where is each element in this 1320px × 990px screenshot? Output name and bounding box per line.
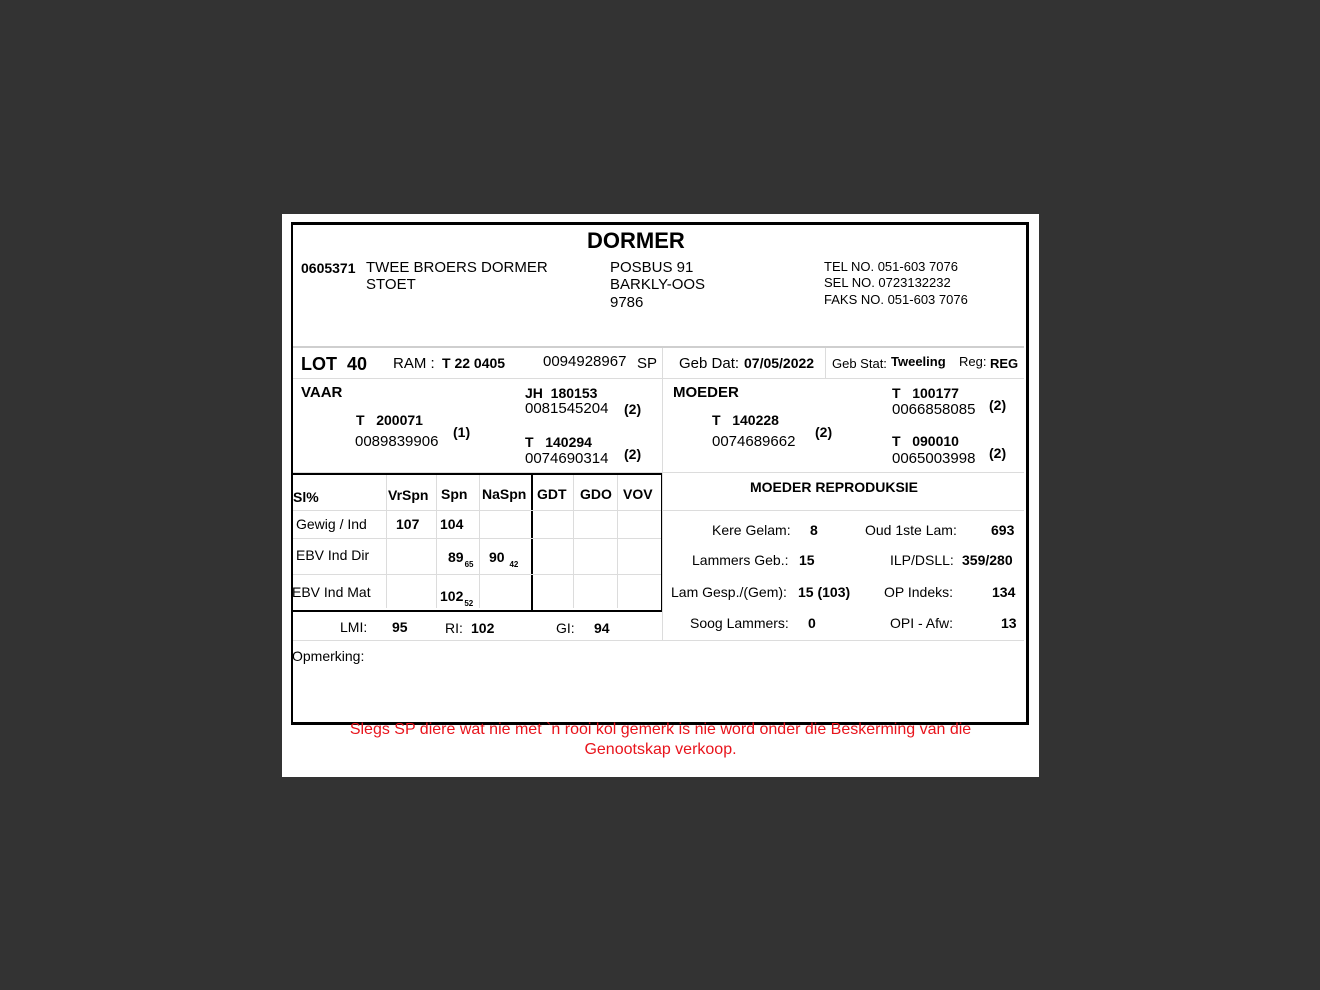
oud-label: Oud 1ste Lam:: [865, 522, 957, 538]
sire-id: T 200071: [356, 412, 423, 428]
sire-sire-code: (2): [624, 401, 642, 417]
opi-label: OPI - Afw:: [890, 615, 954, 631]
row-ebv-mat-label: EBV Ind Mat: [292, 584, 371, 600]
lam-gesp-value: 15 (103): [798, 584, 851, 600]
sel-number: SEL NO. 0723132232: [824, 275, 951, 290]
header-gdt: GDT: [537, 486, 567, 502]
row-gewig-vrspn: 107: [396, 516, 420, 532]
ebv-dir-spn-accuracy: 65: [464, 560, 474, 569]
ri-value: 102: [471, 620, 495, 636]
header-naspn: NaSpn: [482, 486, 527, 502]
reproduction-title: MOEDER REPRODUKSIE: [750, 479, 919, 495]
soog-label: Soog Lammers:: [690, 615, 789, 631]
breeder-name-1: TWEE BROERS DORMER: [366, 259, 548, 276]
gi-label: GI:: [556, 620, 575, 636]
sire-dam-id: T 140294: [525, 434, 592, 450]
opi-value: 13: [1001, 615, 1017, 631]
dam-dam-code: (2): [989, 445, 1007, 461]
geb-stat: Tweeling: [891, 354, 946, 369]
sp-status: SP: [637, 355, 658, 372]
dam-number: 0074689662: [712, 433, 796, 450]
ebv-dir-spn-value: 89: [448, 549, 464, 565]
geb-stat-label: Geb Stat:: [832, 356, 887, 371]
dam-id: T 140228: [712, 412, 779, 428]
breeder-number: 0605371: [301, 260, 356, 276]
footer-notice-line-2: Genootskap verkoop.: [584, 741, 737, 758]
dam-dam-id: T 090010: [892, 433, 959, 449]
row-ebv-mat-spn: [440, 588, 473, 608]
sire-dam-number: 0074690314: [525, 450, 609, 467]
ri-label: RI:: [445, 620, 463, 636]
lam-gesp-label: Lam Gesp./(Gem):: [671, 584, 787, 600]
row-gewig-label: Gewig / Ind: [296, 516, 367, 532]
geb-dat: 07/05/2022: [744, 355, 815, 371]
footer-notice-line-1: Slegs SP diere wat nie met `n rooi kol gemerk is nie word onder die Beskerming van die: [349, 721, 972, 738]
lammers-geb-value: 15: [799, 552, 815, 568]
lot-label-text: LOT: [301, 354, 337, 374]
row-gewig-spn: 104: [440, 516, 464, 532]
reg-label: Reg:: [959, 354, 987, 369]
geb-dat-label: Geb Dat:: [679, 355, 740, 372]
soog-value: 0: [808, 615, 816, 631]
dam-sire-id: T 100177: [892, 385, 959, 401]
vaar-label: VAAR: [301, 384, 343, 401]
ilp-label: ILP/DSLL:: [890, 552, 954, 568]
ram-id: T 22 0405: [442, 355, 506, 371]
ram-label: RAM :: [393, 355, 435, 372]
lot-label: [301, 354, 367, 375]
row-ebv-dir-label: EBV Ind Dir: [296, 547, 370, 563]
gi-value: 94: [594, 620, 610, 636]
dam-sire-code: (2): [989, 397, 1007, 413]
oud-value: 693: [991, 522, 1015, 538]
header-sl: Sl%: [293, 489, 319, 505]
computer-number: 0094928967: [543, 353, 627, 370]
sire-dam-code: (2): [624, 446, 642, 462]
ilp-value: 359/280: [962, 552, 1013, 568]
lot-number: 40: [347, 354, 368, 374]
ebv-mat-spn-accuracy: 52: [464, 599, 474, 608]
lmi-label: LMI:: [340, 619, 368, 635]
kere-gelam-label: Kere Gelam:: [712, 522, 791, 538]
kere-gelam-value: 8: [810, 522, 818, 538]
sire-number: 0089839906: [355, 433, 439, 450]
sire-sire-number: 0081545204: [525, 400, 609, 417]
address-line-1: POSBUS 91: [610, 259, 694, 276]
ebv-dir-naspn-value: 90: [489, 549, 505, 565]
row-ebv-dir-spn: [448, 549, 473, 569]
tel-number: TEL NO. 051-603 7076: [824, 259, 958, 274]
sire-code: (1): [453, 424, 471, 440]
moeder-label: MOEDER: [673, 384, 739, 401]
reg-value: REG: [990, 356, 1019, 371]
breeder-name-2: STOET: [366, 276, 416, 293]
header-vrspn: VrSpn: [388, 487, 429, 503]
sire-sire-id: JH 180153: [525, 385, 598, 401]
dam-code: (2): [815, 424, 833, 440]
row-ebv-dir-naspn: [489, 549, 518, 569]
faks-number: FAKS NO. 051-603 7076: [824, 292, 968, 307]
header-vov: VOV: [623, 486, 653, 502]
breed-title: DORMER: [587, 228, 685, 253]
lot-card: [282, 214, 1039, 777]
op-value: 134: [992, 584, 1016, 600]
lmi-value: 95: [392, 619, 408, 635]
dam-sire-number: 0066858085: [892, 401, 976, 418]
header-spn: Spn: [441, 486, 468, 502]
ebv-dir-naspn-accuracy: 42: [509, 560, 519, 569]
header-gdo: GDO: [580, 486, 612, 502]
opmerking-label: Opmerking:: [292, 648, 365, 664]
op-label: OP Indeks:: [884, 584, 954, 600]
lammers-geb-label: Lammers Geb.:: [692, 552, 789, 568]
address-line-3: 9786: [610, 294, 644, 311]
dam-dam-number: 0065003998: [892, 450, 976, 467]
ebv-mat-spn-value: 102: [440, 588, 464, 604]
address-line-2: BARKLY-OOS: [610, 276, 706, 293]
